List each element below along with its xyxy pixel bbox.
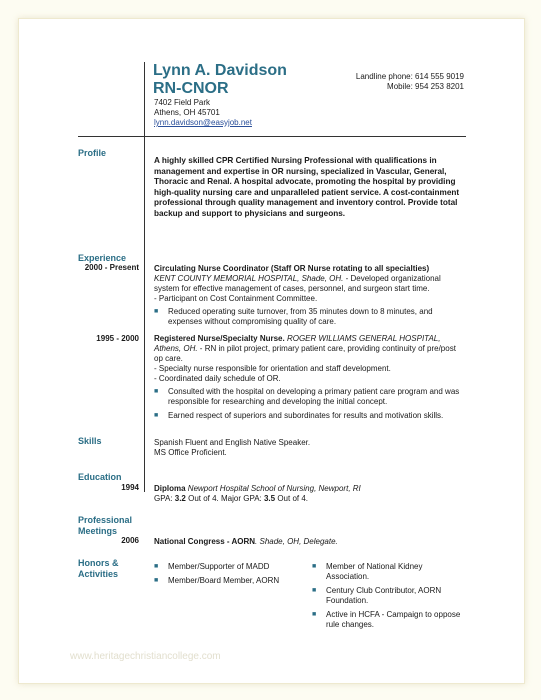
address-line-1: 7402 Field Park xyxy=(154,98,211,107)
square-bullet-icon: ■ xyxy=(154,388,159,395)
honor-right-1: ■ Member of National Kidney Association. xyxy=(312,562,423,581)
meetings-entry xyxy=(154,537,466,547)
skills-list xyxy=(154,438,466,458)
honors-heading: Honors & Activities xyxy=(78,558,119,579)
profile-heading: Profile xyxy=(78,148,107,158)
candidate-name: Lynn A. Davidson RN-CNOR xyxy=(153,62,287,97)
meetings-heading: Professional Meetings xyxy=(78,515,133,536)
address-line-2: Athens, OH 45701 xyxy=(154,108,220,117)
skill-1: Spanish Fluent and English Native Speaker. xyxy=(154,438,311,447)
square-bullet-icon: ■ xyxy=(154,412,159,419)
honor-left-1: ■ Member/Supporter of MADD xyxy=(154,562,270,571)
square-bullet-icon: ■ xyxy=(312,563,317,570)
degree: Diploma xyxy=(154,484,186,493)
job-2-summary: - RN in pilot project, primary patient care, providing continuity of pre/post op care. xyxy=(154,344,456,363)
major-gpa-value: 3.5 xyxy=(263,494,276,503)
job-2-bullet-2: ■ Earned respect of superiors and subordinates for results and motivation skills. xyxy=(154,411,444,420)
watermark: www.heritagechristiancollege.com xyxy=(70,651,221,662)
education-year: 1994 xyxy=(121,483,139,492)
experience-heading: Experience xyxy=(78,253,127,263)
honors-right-list xyxy=(312,560,467,630)
square-bullet-icon: ■ xyxy=(154,577,159,584)
job-2-dates: 1995 - 2000 xyxy=(96,334,139,343)
meeting-event: National Congress - AORN xyxy=(154,537,256,546)
skill-2: MS Office Proficient. xyxy=(154,448,227,457)
candidate-credential: RN-CNOR xyxy=(153,80,229,97)
meetings-year: 2006 xyxy=(121,536,139,545)
job-1-summary: - Developed organizational system for effective management of cases, personnel, and surgeon start time. xyxy=(154,274,441,293)
job-2 xyxy=(154,334,466,421)
education-entry: Diploma Newport Hospital School of Nursing, Newport, RI GPA: 3.2 Out of 4. Major GPA: 3.5 Out of 4. xyxy=(154,484,361,503)
email-link[interactable]: lynn.davidson@easyjob.net xyxy=(154,118,252,127)
school: Newport Hospital School of Nursing, Newport, RI xyxy=(187,484,361,493)
vertical-rule xyxy=(144,62,145,492)
job-1-line-1: - Participant on Cost Containment Committee. xyxy=(154,294,318,303)
landline-phone: Landline phone: 614 555 9019 xyxy=(355,72,464,81)
job-1-employer: KENT COUNTY MEMORIAL HOSPITAL, Shade, OH. xyxy=(154,274,344,283)
job-2-line-1: - Specialty nurse responsible for orientation and staff development. xyxy=(154,364,391,373)
horizontal-rule xyxy=(78,136,466,137)
education-heading: Education xyxy=(78,472,122,482)
profile-text: A highly skilled CPR Certified Nursing Professional with qualifications in management and expertise in OR nursing, specialized in Vascular, General, Thoracic and Renal. A hospital advocate, promoting the hospital by providing high-quality nursing care and unparalleled patient service. A cost-containment professional through quality management and inventory control. Provide total backup and support to physicians and surgeons. xyxy=(154,156,460,218)
address-block xyxy=(154,98,252,128)
honor-right-2: ■ Century Club Contributor, AORN Foundation. xyxy=(312,586,442,605)
square-bullet-icon: ■ xyxy=(154,563,159,570)
meeting-detail: . Shade, OH, Delegate. xyxy=(255,537,338,546)
job-2-title: Registered Nurse/Specialty Nurse. xyxy=(154,334,285,343)
square-bullet-icon: ■ xyxy=(154,308,159,315)
job-2-bullet-1: ■ Consulted with the hospital on developing a primary patient care program and was responsible for researching and developing the initial concept. xyxy=(154,387,460,406)
square-bullet-icon: ■ xyxy=(312,587,317,594)
mobile-phone: Mobile: 954 253 8201 xyxy=(387,82,464,91)
job-2-line-2: - Coordinated daily schedule of OR. xyxy=(154,374,281,383)
skills-heading: Skills xyxy=(78,436,102,446)
square-bullet-icon: ■ xyxy=(312,611,317,618)
job-1-title: Circulating Nurse Coordinator (Staff OR Nurse rotating to all specialties) xyxy=(154,264,430,273)
job-1 xyxy=(154,264,466,327)
honors-left-list xyxy=(154,560,304,586)
job-1-bullet-1: ■ Reduced operating suite turnover, from 35 minutes down to 8 minutes, and expenses without compromising quality of care. xyxy=(154,307,433,326)
honor-left-2: ■ Member/Board Member, AORN xyxy=(154,576,280,585)
job-1-dates: 2000 - Present xyxy=(84,263,139,272)
honor-right-3: ■ Active in HCFA - Campaign to oppose rule changes. xyxy=(312,610,461,629)
gpa-value: 3.2 xyxy=(174,494,186,503)
contact-phones xyxy=(356,72,464,92)
job-2-employer: ROGER WILLIAMS GENERAL HOSPITAL, Athens, OH. xyxy=(154,334,441,353)
